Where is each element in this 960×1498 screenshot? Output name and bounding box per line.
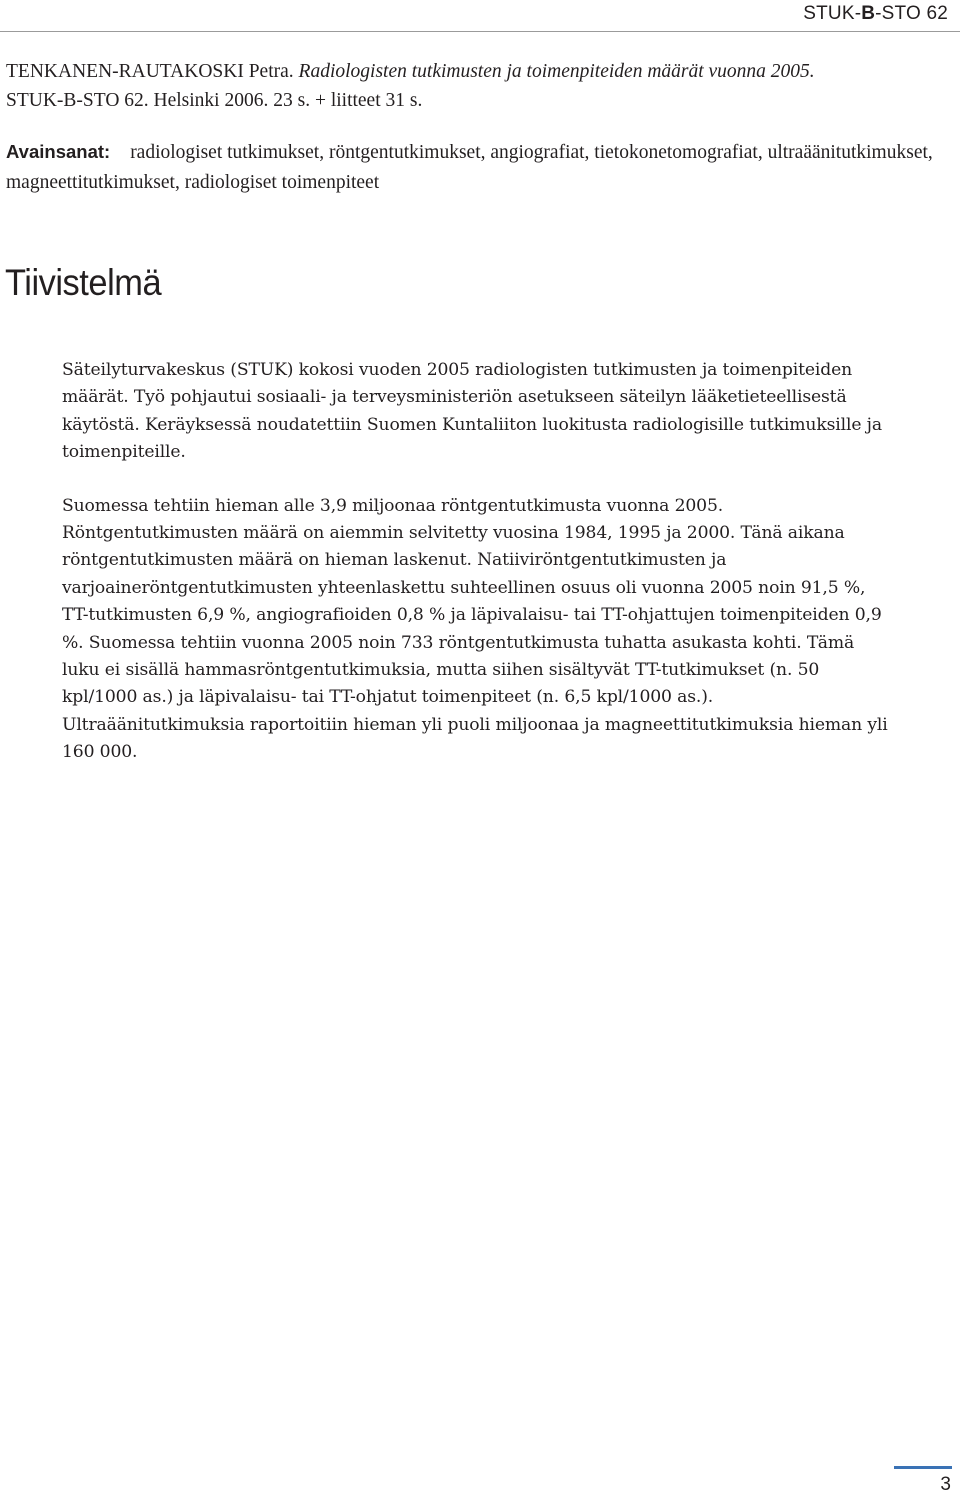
footer-accent-bar xyxy=(894,1466,952,1469)
page-number: 3 xyxy=(940,1474,951,1495)
series-suffix: -STO 62 xyxy=(875,3,948,24)
abstract-body xyxy=(62,357,892,767)
series-prefix: STUK- xyxy=(803,3,862,24)
citation-author: TENKANEN-RAUTAKOSKI Petra. xyxy=(6,61,294,82)
citation-details: STUK-B-STO 62. Helsinki 2006. 23 s. + liitteet 31 s. xyxy=(6,90,423,111)
series-bold-letter: B xyxy=(861,3,876,24)
abstract-paragraph-1: Säteilyturvakeskus (STUK) kokosi vuoden 2005 radiologisten tutkimusten ja toimenpiteiden määrät. Työ pohjautui sosiaali- ja terveysministeriön asetukseen säteilyn lääketieteellisestä käytöstä. Keräyksessä noudatettiin Suomen Kuntaliiton luokitusta radiologisille tutkimuksille ja toimenpiteille. xyxy=(62,360,882,463)
keywords-text: radiologiset tutkimukset, röntgentutkimukset, angiografiat, tietokonetomografiat, ultraäänitutkimukset, magneettitutkimukset, radiologiset toimenpiteet xyxy=(6,142,933,193)
citation-title: Radiologisten tutkimusten ja toimenpiteiden määrät vuonna 2005. xyxy=(293,61,815,82)
abstract-paragraph-2: Suomessa tehtiin hieman alle 3,9 miljoonaa röntgentutkimusta vuonna 2005. Röntgentutkimusten määrä on aiemmin selvitetty vuosina 1984, 1995 ja 2000. Tänä aikana röntgentutkimusten määrä on hieman laskenut. Natiiviröntgentutkimusten ja varjoaineröntgentutkimusten yhteenlaskettu suhteellinen osuus oli vuonna 2005 noin 91,5 %, TT-tutkimusten 6,9 %, angiografioiden 0,8 % ja läpivalaisu- tai TT-ohjattujen toimenpiteiden 0,9 %. Suomessa tehtiin vuonna 2005 noin 733 röntgentutkimusta tuhatta asukasta kohti. Tämä luku ei sisällä hammasröntgentutkimuksia, mutta siihen sisältyvät TT-tutkimukset (n. 50 kpl/1000 as.) ja läpivalaisu- tai TT-ohjatut toimenpiteet (n. 6,5 kpl/1000 as.). Ultraäänitutkimuksia raportoitiin hieman yli puoli miljoonaa ja magneettitutkimuksia hieman yli 160 000. xyxy=(62,495,888,763)
keywords-label: Avainsanat: xyxy=(6,141,111,162)
bibliographic-citation xyxy=(6,57,956,115)
keywords-block xyxy=(6,137,956,198)
section-title: Tiivistelmä xyxy=(5,262,162,303)
report-series-label xyxy=(803,3,948,25)
header-divider xyxy=(0,31,960,32)
